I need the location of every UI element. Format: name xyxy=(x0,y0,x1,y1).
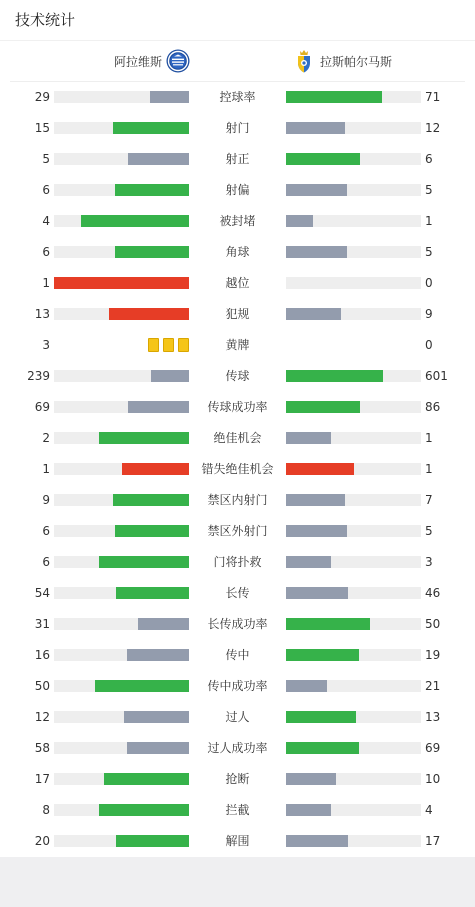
home-stat-bar xyxy=(54,711,189,723)
stats-list xyxy=(0,82,475,857)
home-stat-value: 4 xyxy=(42,214,50,228)
away-stat-bar-fill xyxy=(286,711,356,723)
away-stat-bar xyxy=(286,587,421,599)
away-stat-bar-fill xyxy=(286,525,347,537)
away-stat-bar xyxy=(286,153,421,165)
away-stat-bar-fill xyxy=(286,370,383,382)
away-stat-bar xyxy=(286,215,421,227)
away-stat-bar xyxy=(286,370,421,382)
home-stat-bar xyxy=(54,587,189,599)
away-stat-bar-fill xyxy=(286,680,327,692)
stat-label: 越位 xyxy=(225,276,250,290)
away-stat-bar-fill xyxy=(286,153,360,165)
home-stat-bar-fill xyxy=(116,587,189,599)
home-stat-bar xyxy=(54,804,189,816)
home-stat-bar xyxy=(54,184,189,196)
stat-label: 禁区外射门 xyxy=(207,524,268,538)
stat-label: 拦截 xyxy=(225,803,250,817)
stat-row xyxy=(0,423,475,454)
home-stat-value: 15 xyxy=(34,121,50,135)
away-team-name: 拉斯帕尔马斯 xyxy=(320,54,393,69)
stat-row xyxy=(0,392,475,423)
stat-label: 射正 xyxy=(225,152,250,166)
stat-row xyxy=(0,175,475,206)
stat-row xyxy=(0,454,475,485)
home-stat-bar-fill xyxy=(99,432,189,444)
away-stat-bar-fill xyxy=(286,184,347,196)
away-stat-bar-fill xyxy=(286,91,382,103)
home-stat-bar xyxy=(54,401,189,413)
home-stat-value: 6 xyxy=(42,555,50,569)
home-stat-bar xyxy=(54,246,189,258)
home-stat-bar xyxy=(54,773,189,785)
stat-row xyxy=(0,330,475,361)
away-stat-value: 50 xyxy=(425,617,441,631)
away-stat-value: 10 xyxy=(425,772,441,786)
away-stat-bar xyxy=(286,432,421,444)
away-stat-bar xyxy=(286,835,421,847)
away-stat-bar-fill xyxy=(286,773,336,785)
away-stat-bar xyxy=(286,773,421,785)
home-stat-value: 6 xyxy=(42,524,50,538)
home-stat-bar-fill xyxy=(104,773,189,785)
home-stat-bar-fill xyxy=(99,804,189,816)
away-stat-value: 21 xyxy=(425,679,441,693)
home-team-name: 阿拉维斯 xyxy=(113,54,162,69)
stat-row xyxy=(0,547,475,578)
home-stat-value: 2 xyxy=(42,431,50,445)
stat-label: 射偏 xyxy=(225,183,250,197)
away-stat-bar xyxy=(286,711,421,723)
home-stat-bar-fill xyxy=(113,122,189,134)
away-stat-value: 1 xyxy=(425,462,433,476)
stat-row xyxy=(0,578,475,609)
home-team xyxy=(114,48,190,74)
away-stat-value: 5 xyxy=(425,245,433,259)
stat-row xyxy=(0,702,475,733)
home-stat-bar xyxy=(54,153,189,165)
home-stat-bar xyxy=(54,494,189,506)
home-stat-value: 6 xyxy=(42,183,50,197)
stat-label: 被封堵 xyxy=(219,214,256,228)
home-stat-bar-fill xyxy=(99,556,189,568)
stat-row xyxy=(0,826,475,857)
away-stat-bar xyxy=(286,649,421,661)
away-stat-bar xyxy=(286,463,421,475)
away-stat-bar xyxy=(286,122,421,134)
away-stat-value: 46 xyxy=(425,586,441,600)
stat-label: 控球率 xyxy=(219,90,256,104)
away-stat-value: 86 xyxy=(425,400,441,414)
away-stat-value: 5 xyxy=(425,524,433,538)
home-stat-bar-fill xyxy=(128,401,189,413)
away-stat-bar xyxy=(286,494,421,506)
stat-label: 传球成功率 xyxy=(207,400,268,414)
away-stat-bar-fill xyxy=(286,587,348,599)
home-stat-value: 20 xyxy=(34,834,50,848)
title-divider xyxy=(0,40,475,41)
away-stat-bar-fill xyxy=(286,463,354,475)
stat-row xyxy=(0,82,475,113)
away-stat-bar xyxy=(286,246,421,258)
away-stat-value: 5 xyxy=(425,183,433,197)
away-stat-bar-fill xyxy=(286,804,331,816)
away-team xyxy=(292,48,392,74)
away-stat-value: 1 xyxy=(425,431,433,445)
away-stat-value: 1 xyxy=(425,214,433,228)
home-stat-value: 3 xyxy=(42,338,50,352)
stat-label: 过人成功率 xyxy=(207,741,268,755)
home-stat-value: 239 xyxy=(27,369,50,383)
home-stat-bar-fill xyxy=(128,153,189,165)
home-stat-value: 8 xyxy=(42,803,50,817)
stat-label: 传球 xyxy=(225,369,250,383)
home-stat-bar-fill xyxy=(115,184,189,196)
yellow-card-icon xyxy=(148,338,159,352)
away-stat-bar-fill xyxy=(286,556,331,568)
home-stat-bar-fill xyxy=(54,277,189,289)
stat-row xyxy=(0,206,475,237)
stat-row xyxy=(0,299,475,330)
away-stat-bar-fill xyxy=(286,432,331,444)
home-stat-bar-fill xyxy=(124,711,189,723)
home-stat-bar xyxy=(54,742,189,754)
home-stat-bar-fill xyxy=(122,463,190,475)
stat-row xyxy=(0,237,475,268)
home-stat-value: 1 xyxy=(42,276,50,290)
stat-label: 射门 xyxy=(225,121,250,135)
home-stat-bar-fill xyxy=(109,308,189,320)
away-stat-value: 0 xyxy=(425,338,433,352)
home-stat-bar-fill xyxy=(81,215,189,227)
home-stat-bar-fill xyxy=(138,618,189,630)
home-stat-value: 54 xyxy=(34,586,50,600)
home-stat-value: 12 xyxy=(34,710,50,724)
stat-row xyxy=(0,485,475,516)
stat-row xyxy=(0,671,475,702)
away-stat-bar xyxy=(286,556,421,568)
away-stat-bar xyxy=(286,184,421,196)
home-stat-bar-fill xyxy=(127,742,189,754)
away-stat-bar xyxy=(286,680,421,692)
stat-label: 角球 xyxy=(225,245,250,259)
home-stat-bar xyxy=(54,215,189,227)
home-stat-bar-fill xyxy=(151,370,189,382)
home-stat-value: 31 xyxy=(34,617,50,631)
home-stat-bar xyxy=(54,370,189,382)
home-stat-bar-fill xyxy=(127,649,189,661)
away-stat-value: 19 xyxy=(425,648,441,662)
away-stat-bar xyxy=(286,91,421,103)
yellow-card-icon xyxy=(178,338,189,352)
home-stat-value: 16 xyxy=(34,648,50,662)
home-stat-value: 50 xyxy=(34,679,50,693)
home-yellow-cards xyxy=(148,338,189,352)
home-stat-value: 6 xyxy=(42,245,50,259)
home-stat-bar xyxy=(54,556,189,568)
away-stat-value: 69 xyxy=(425,741,441,755)
stat-label: 过人 xyxy=(225,710,250,724)
away-stat-bar xyxy=(286,742,421,754)
home-stat-value: 1 xyxy=(42,462,50,476)
away-stat-value: 3 xyxy=(425,555,433,569)
home-stat-value: 5 xyxy=(42,152,50,166)
home-stat-bar-fill xyxy=(115,525,189,537)
home-stat-bar xyxy=(54,835,189,847)
home-stat-value: 13 xyxy=(34,307,50,321)
stat-label: 禁区内射门 xyxy=(207,493,268,507)
home-stat-bar xyxy=(54,308,189,320)
home-stat-bar-fill xyxy=(150,91,189,103)
away-stat-bar-fill xyxy=(286,122,345,134)
page-title: 技术统计 xyxy=(15,11,76,29)
stat-row xyxy=(0,733,475,764)
away-stat-bar-fill xyxy=(286,246,347,258)
away-stat-value: 17 xyxy=(425,834,441,848)
away-stat-bar xyxy=(286,618,421,630)
las-palmas-crest-icon xyxy=(292,48,316,74)
stat-label: 黄牌 xyxy=(225,338,250,352)
away-stat-value: 4 xyxy=(425,803,433,817)
home-stat-value: 9 xyxy=(42,493,50,507)
stat-row xyxy=(0,268,475,299)
away-stat-bar xyxy=(286,525,421,537)
stat-label: 解围 xyxy=(225,834,250,848)
away-stat-value: 0 xyxy=(425,276,433,290)
home-stat-value: 29 xyxy=(34,90,50,104)
home-stat-bar xyxy=(54,649,189,661)
away-stat-value: 7 xyxy=(425,493,433,507)
stat-label: 绝佳机会 xyxy=(213,431,262,445)
home-stat-bar xyxy=(54,432,189,444)
home-stat-bar xyxy=(54,91,189,103)
home-stat-value: 58 xyxy=(34,741,50,755)
home-stat-bar xyxy=(54,277,189,289)
home-stat-bar xyxy=(54,463,189,475)
stat-row xyxy=(0,640,475,671)
away-stat-bar xyxy=(286,308,421,320)
home-stat-value: 69 xyxy=(34,400,50,414)
away-stat-value: 9 xyxy=(425,307,433,321)
stat-label: 门将扑救 xyxy=(213,555,262,569)
stat-row xyxy=(0,764,475,795)
stat-row xyxy=(0,516,475,547)
away-stat-value: 6 xyxy=(425,152,433,166)
home-stat-bar-fill xyxy=(95,680,190,692)
away-stat-bar-fill xyxy=(286,401,360,413)
away-stat-value: 12 xyxy=(425,121,441,135)
stat-row xyxy=(0,795,475,826)
away-stat-bar-fill xyxy=(286,494,345,506)
yellow-card-icon xyxy=(163,338,174,352)
home-stat-bar xyxy=(54,122,189,134)
stat-label: 传中成功率 xyxy=(207,679,268,693)
away-stat-bar-fill xyxy=(286,742,359,754)
away-stat-bar-fill xyxy=(286,835,348,847)
home-stat-bar-fill xyxy=(113,494,189,506)
away-stat-bar-fill xyxy=(286,649,359,661)
stat-label: 传中 xyxy=(225,648,250,662)
home-stat-bar xyxy=(54,618,189,630)
away-stat-value: 601 xyxy=(425,369,448,383)
stat-label: 犯规 xyxy=(225,307,250,321)
away-stat-bar xyxy=(286,401,421,413)
stat-row xyxy=(0,609,475,640)
home-stat-bar-fill xyxy=(115,246,189,258)
away-stat-bar-fill xyxy=(286,618,370,630)
stat-label: 错失绝佳机会 xyxy=(201,462,274,476)
alaves-crest-icon xyxy=(166,48,190,74)
stat-label: 抢断 xyxy=(225,772,250,786)
away-stat-bar-fill xyxy=(286,215,313,227)
home-stat-bar-fill xyxy=(116,835,189,847)
away-stat-value: 13 xyxy=(425,710,441,724)
away-stat-bar xyxy=(286,804,421,816)
home-stat-value: 17 xyxy=(34,772,50,786)
away-stat-bar xyxy=(286,277,421,289)
away-stat-bar-fill xyxy=(286,308,341,320)
away-stat-value: 71 xyxy=(425,90,441,104)
stat-label: 长传成功率 xyxy=(207,617,268,631)
stat-row xyxy=(0,144,475,175)
home-stat-bar xyxy=(54,680,189,692)
stat-row xyxy=(0,113,475,144)
stat-row xyxy=(0,361,475,392)
home-stat-bar xyxy=(54,525,189,537)
stat-label: 长传 xyxy=(225,586,250,600)
